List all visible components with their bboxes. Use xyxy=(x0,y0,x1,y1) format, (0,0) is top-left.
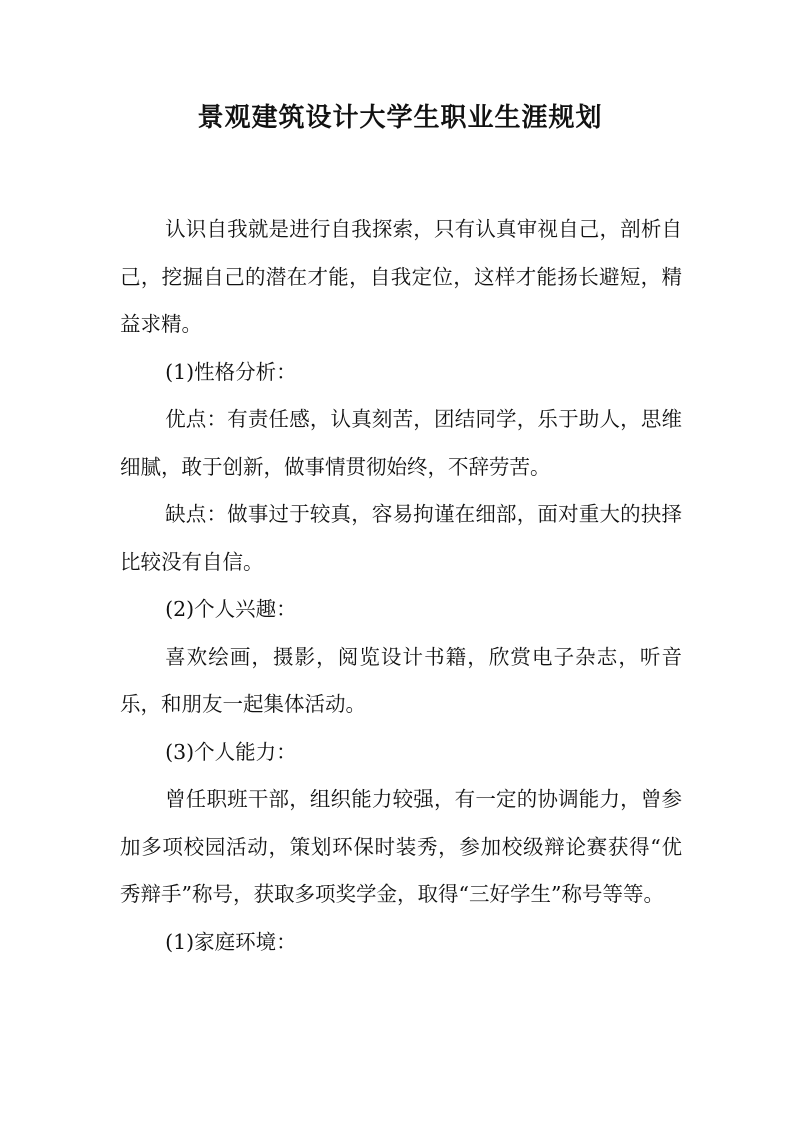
paragraph-abilities: 曾任职班干部，组织能力较强，有一定的协调能力，曾参加多项校园活动，策划环保时装秀，参加校级辩论赛获得“优秀辩手”称号，获取多项奖学金，取得“三好学生”称号等等。 xyxy=(120,787,682,906)
document-body xyxy=(120,206,682,966)
paragraph-self-awareness: 认识自我就是进行自我探索，只有认真审视自己，剖析自己，挖掘自己的潜在才能，自我定位，这样才能扬长避短，精益求精。 xyxy=(120,217,682,336)
heading-family-environment: (1)家庭环境： xyxy=(165,929,297,954)
paragraph-strengths: 优点：有责任感，认真刻苦，团结同学，乐于助人，思维细腻，敢于创新，做事情贯彻始终，不辞劳苦。 xyxy=(120,407,682,479)
document-title: 景观建筑设计大学生职业生涯规划 xyxy=(197,103,603,133)
paragraph-weaknesses: 缺点：做事过于较真，容易拘谨在细部，面对重大的抉择比较没有自信。 xyxy=(120,502,682,574)
paragraph-interests: 喜欢绘画，摄影，阅览设计书籍，欣赏电子杂志，听音乐，和朋友一起集体活动。 xyxy=(120,644,682,716)
heading-personal-abilities: (3)个人能力： xyxy=(165,739,297,764)
heading-personality-analysis: (1)性格分析： xyxy=(165,359,297,384)
heading-personal-interests: (2)个人兴趣： xyxy=(165,597,297,621)
